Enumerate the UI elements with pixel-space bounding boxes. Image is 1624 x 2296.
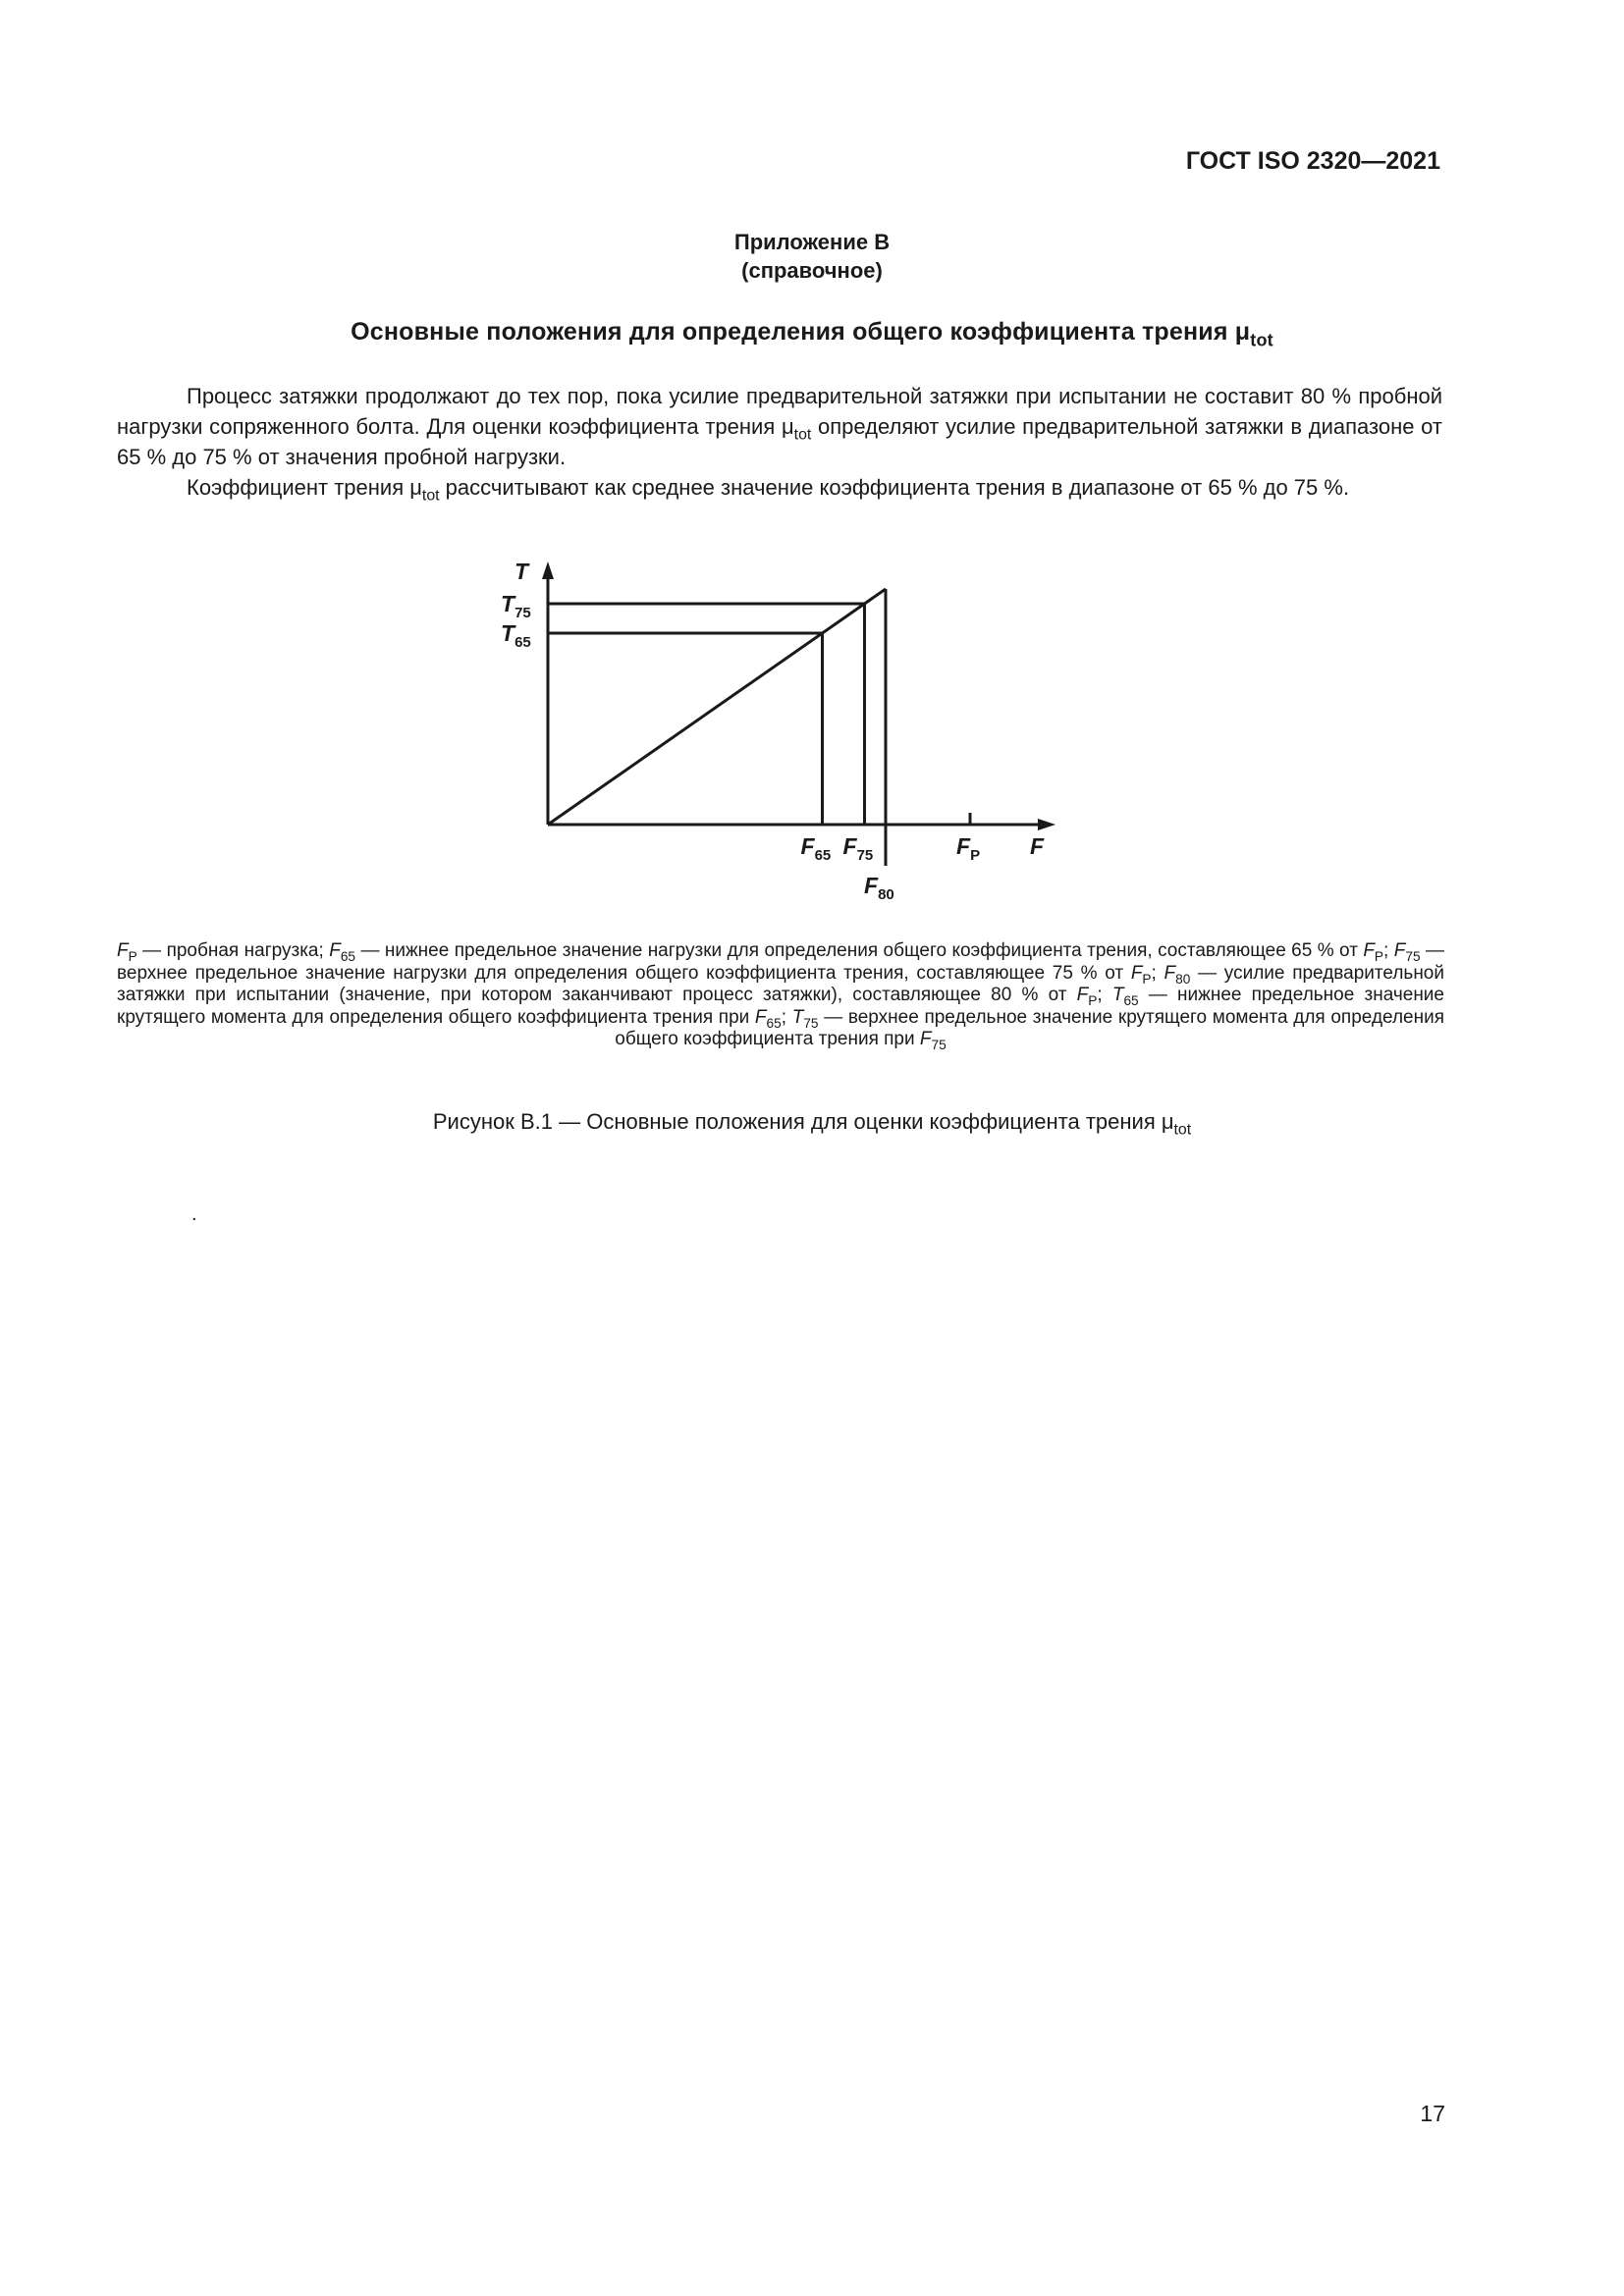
y-label-t65 bbox=[501, 620, 531, 651]
series-line bbox=[548, 589, 886, 825]
x-label-f65 bbox=[801, 833, 832, 864]
paragraph-1-part-a: Процесс затяжки продолжают до тех пор, пока усилие предварительной затяжки при испытании не составит 80 % пробной нагрузки сопряженного болта. Для оценки коэффициента трения μ bbox=[117, 384, 1442, 439]
x-label-f75 bbox=[843, 833, 874, 864]
legend-t65-f-symbol: F bbox=[754, 1006, 767, 1028]
legend-sep: ; bbox=[1151, 962, 1164, 984]
x-label-f80-main: F bbox=[864, 873, 879, 898]
legend-t75-symbol: T bbox=[791, 1006, 804, 1028]
x-label-f75-main: F bbox=[842, 833, 857, 859]
paragraph-1-subscript: tot bbox=[793, 426, 812, 444]
legend-fp-sub: P bbox=[128, 948, 137, 964]
legend-f65-sub: 65 bbox=[340, 948, 356, 964]
annex-label: Приложение B bbox=[733, 230, 891, 254]
legend-f75-sub: 75 bbox=[1405, 948, 1421, 964]
figure-legend bbox=[117, 940, 1444, 1051]
annex-type: (справочное) bbox=[741, 258, 883, 283]
y-label-t75 bbox=[501, 591, 531, 621]
legend-f80-text: — усилие предварительной затяжки при испытании (значение, при котором заканчивают процесс затяжки), составляющее 80 % от bbox=[117, 962, 1444, 1005]
legend-t75-f-symbol: F bbox=[919, 1029, 932, 1049]
legend-f80-fp-symbol: F bbox=[1076, 985, 1089, 1005]
legend-f80-symbol: F bbox=[1164, 962, 1176, 984]
y-label-t75-sub: 75 bbox=[514, 605, 531, 621]
x-label-f65-main: F bbox=[800, 833, 815, 859]
legend-f75-symbol: F bbox=[1393, 940, 1406, 961]
legend-f75-fp-symbol: F bbox=[1130, 962, 1143, 984]
legend-sep: ; bbox=[1097, 985, 1112, 1005]
heading-subscript: tot bbox=[1250, 330, 1273, 350]
y-axis-label bbox=[514, 559, 530, 584]
legend-f65-fp-sub: P bbox=[1374, 948, 1384, 964]
x-label-f75-sub: 75 bbox=[856, 847, 874, 864]
y-label-t65-main: T bbox=[501, 620, 515, 646]
legend-t65-text: — нижнее предельное значение крутящего момента для определения общего коэффициента трения при bbox=[117, 985, 1444, 1028]
legend-t75-text: — верхнее предельное значение крутящего момента для определения общего коэффициента трения при bbox=[615, 1006, 1445, 1049]
legend-t75-sub: 75 bbox=[803, 1015, 819, 1031]
figure-b1 bbox=[481, 550, 1090, 923]
legend-f75-fp-sub: P bbox=[1142, 971, 1152, 987]
y-label-t65-sub: 65 bbox=[514, 634, 531, 651]
x-axis-label-main: F bbox=[1030, 833, 1045, 859]
legend-t65-f-sub: 65 bbox=[766, 1015, 782, 1031]
x-label-fp-sub: P bbox=[970, 847, 981, 864]
legend-t65-sub: 65 bbox=[1123, 992, 1139, 1008]
document-code: ГОСТ ISO 2320—2021 bbox=[1185, 147, 1440, 175]
friction-chart bbox=[481, 550, 1090, 923]
x-label-fp-main: F bbox=[956, 833, 971, 859]
legend-fp-text: — пробная нагрузка; bbox=[136, 940, 330, 961]
y-label-t75-main: T bbox=[501, 591, 515, 616]
paragraph-2-part-b: рассчитывают как среднее значение коэффициента трения в диапазоне от 65 % до 75 %. bbox=[439, 475, 1350, 500]
stray-dot: . bbox=[191, 1203, 197, 1225]
figure-caption bbox=[0, 1109, 1624, 1139]
legend-f65-text: — нижнее предельное значение нагрузки для определения общего коэффициента трения, составляющее 65 % от bbox=[355, 940, 1364, 961]
y-axis-arrow bbox=[542, 561, 554, 579]
legend-f80-fp-sub: P bbox=[1088, 992, 1098, 1008]
x-label-f65-sub: 65 bbox=[814, 847, 832, 864]
section-heading bbox=[0, 318, 1624, 350]
x-label-f80-sub: 80 bbox=[878, 886, 894, 903]
legend-t65-symbol: T bbox=[1111, 985, 1124, 1005]
page-number: 17 bbox=[1420, 2101, 1445, 2126]
x-axis-arrow bbox=[1038, 819, 1056, 830]
x-axis-label bbox=[1030, 833, 1045, 859]
paragraph-2-part-a: Коэффициент трения μ bbox=[187, 475, 422, 500]
legend-f65-symbol: F bbox=[329, 940, 341, 961]
caption-text: Рисунок B.1 — Основные положения для оценки коэффициента трения μ bbox=[432, 1109, 1174, 1134]
legend-f80-sub: 80 bbox=[1175, 971, 1191, 987]
legend-fp-symbol: F bbox=[117, 940, 129, 961]
y-axis-label-main: T bbox=[514, 559, 529, 584]
annex-title bbox=[0, 228, 1624, 285]
body-text bbox=[117, 381, 1442, 503]
legend-f75-text: — верхнее предельное значение нагрузки для определения общего коэффициента трения, составляющее 75 % от bbox=[117, 940, 1444, 984]
paragraph-2-subscript: tot bbox=[421, 487, 440, 505]
legend-f65-fp-symbol: F bbox=[1363, 940, 1375, 961]
caption-subscript: tot bbox=[1173, 1121, 1192, 1139]
paragraph-2 bbox=[117, 472, 1442, 503]
legend-t75-f-sub: 75 bbox=[931, 1037, 947, 1052]
paragraph-1 bbox=[117, 381, 1442, 472]
x-label-fp bbox=[956, 833, 980, 864]
heading-text: Основные положения для определения общего коэффициента трения μ bbox=[351, 318, 1251, 346]
legend-sep: ; bbox=[1383, 940, 1394, 961]
paragraph-1-part-b: определяют усилие предварительной затяжки в диапазоне от 65 % до 75 % от значения пробной нагрузки. bbox=[117, 414, 1443, 469]
legend-sep: ; bbox=[781, 1006, 792, 1028]
x-label-f80 bbox=[864, 873, 894, 903]
